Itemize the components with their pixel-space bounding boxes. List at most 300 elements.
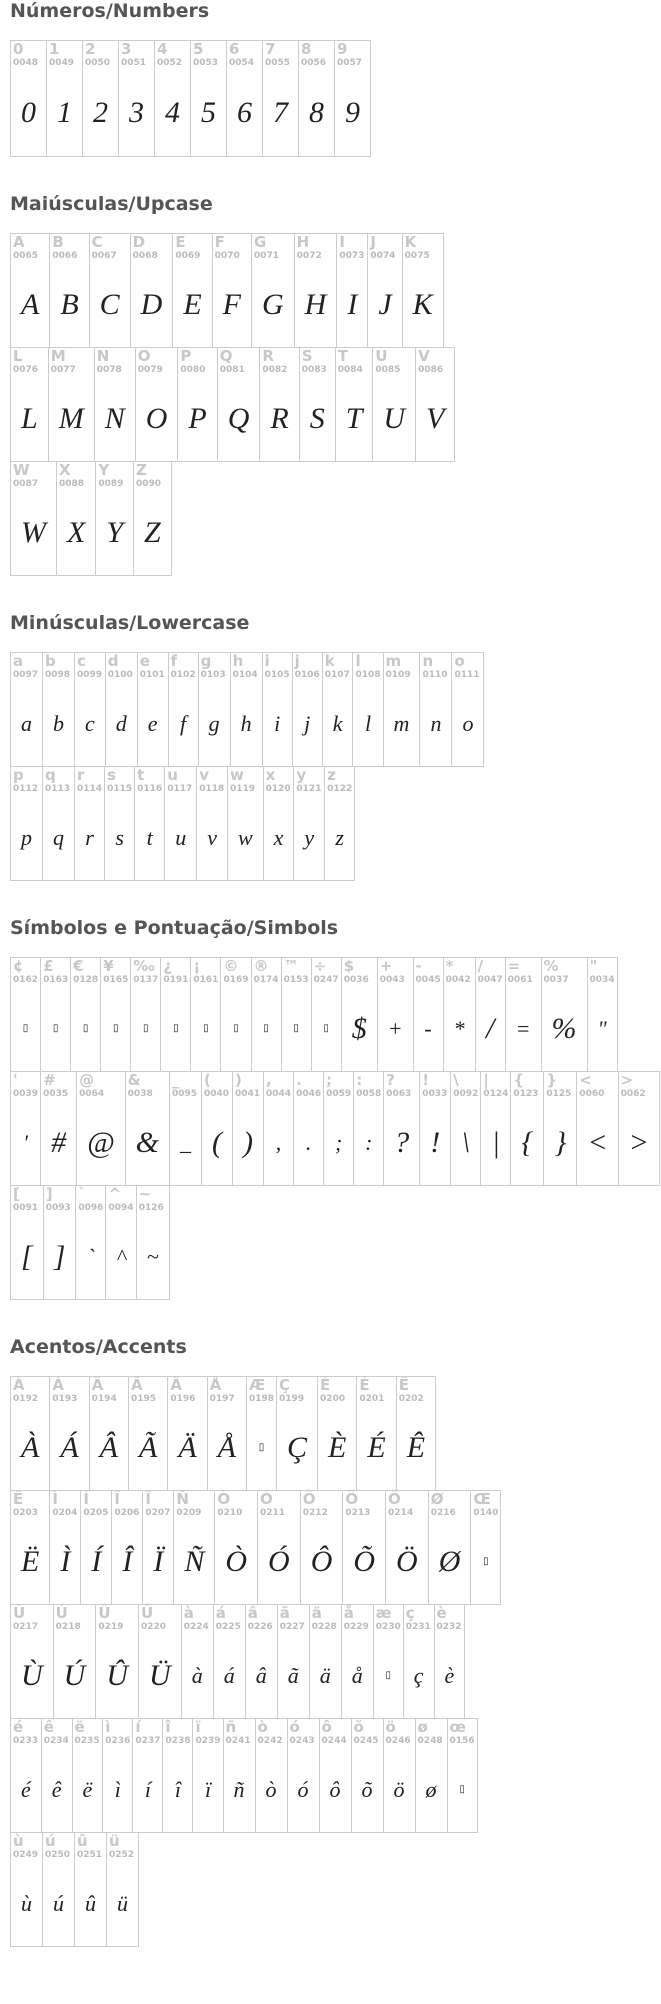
glyph-cell xyxy=(138,1604,182,1719)
char-code: 0234 xyxy=(43,1736,69,1746)
glyph-preview: G xyxy=(262,287,284,321)
char-code: 0097 xyxy=(13,670,39,680)
glyph-preview: Ç xyxy=(287,1430,308,1464)
glyph-cell xyxy=(76,1071,126,1186)
char-code: 0066 xyxy=(52,251,78,261)
char-label: v xyxy=(199,766,209,784)
glyph-preview: ô xyxy=(329,1776,341,1802)
glyph-preview: é xyxy=(21,1776,31,1802)
char-label: J xyxy=(370,233,376,251)
char-code: 0075 xyxy=(404,251,430,261)
char-label: - xyxy=(415,957,422,975)
glyph-cell xyxy=(43,1185,77,1300)
glyph-preview: 2 xyxy=(93,95,108,129)
char-label: Q xyxy=(219,347,233,365)
glyph-cell xyxy=(154,40,191,157)
char-code: 0192 xyxy=(13,1394,39,1404)
char-label: ) xyxy=(235,1071,242,1089)
glyph-preview: m xyxy=(393,710,410,736)
glyph-cell xyxy=(133,461,172,576)
char-label: , xyxy=(266,1071,272,1089)
glyph-preview: ü xyxy=(117,1890,128,1916)
char-code: 0050 xyxy=(85,58,111,68)
glyph-cell xyxy=(10,40,47,157)
char-code: 0094 xyxy=(108,1203,134,1213)
char-code: 0038 xyxy=(127,1089,153,1099)
glyph-preview: M xyxy=(58,401,84,435)
glyph-preview: h xyxy=(240,710,252,736)
glyph-cell xyxy=(618,1071,660,1186)
char-code: 0216 xyxy=(430,1508,456,1518)
char-code: 0078 xyxy=(96,365,122,375)
char-label: ® xyxy=(253,957,269,975)
char-label: Ù xyxy=(13,1604,26,1622)
char-label: 7 xyxy=(265,40,276,58)
char-code: 0049 xyxy=(49,58,75,68)
glyph-cell xyxy=(10,347,49,462)
missing-glyph-icon: ▯ xyxy=(293,1023,299,1034)
char-label: m xyxy=(385,652,402,670)
char-code: 0191 xyxy=(163,975,189,985)
char-label: ; xyxy=(326,1071,333,1089)
char-label: ( xyxy=(204,1071,211,1089)
glyph-cell xyxy=(324,766,355,881)
char-label: O xyxy=(137,347,151,365)
glyph-cell xyxy=(181,1604,214,1719)
glyph-preview: Ñ xyxy=(184,1544,205,1578)
glyph-cell xyxy=(160,957,191,1072)
char-code: 0212 xyxy=(302,1508,328,1518)
glyph-cell xyxy=(207,1376,247,1491)
charset-section xyxy=(0,612,661,881)
glyph-preview: , xyxy=(275,1129,282,1155)
glyph-preview: u xyxy=(175,824,187,850)
char-code: 0081 xyxy=(219,365,245,375)
glyph-cell xyxy=(443,957,476,1072)
glyph-cell xyxy=(42,766,75,881)
char-code: 0089 xyxy=(98,479,124,489)
char-code: 0217 xyxy=(13,1622,39,1632)
char-code: 0107 xyxy=(324,670,350,680)
glyph-preview: P xyxy=(188,401,207,435)
char-code: 0169 xyxy=(223,975,249,985)
glyph-preview: è xyxy=(444,1662,455,1688)
glyph-row xyxy=(10,1718,661,1833)
glyph-cell xyxy=(293,766,325,881)
char-code: 0054 xyxy=(229,58,255,68)
char-label: ü xyxy=(109,1832,120,1850)
char-code: 0059 xyxy=(326,1089,352,1099)
glyph-grid xyxy=(10,40,661,157)
char-code: 0048 xyxy=(13,58,39,68)
char-code: 0062 xyxy=(620,1089,646,1099)
char-code: 0080 xyxy=(180,365,206,375)
glyph-preview: . xyxy=(305,1129,312,1155)
glyph-cell xyxy=(130,233,174,348)
glyph-preview: p xyxy=(21,824,32,850)
char-label: u xyxy=(167,766,178,784)
glyph-cell xyxy=(95,1604,139,1719)
char-code: 0213 xyxy=(345,1508,371,1518)
glyph-cell xyxy=(319,1718,352,1833)
glyph-preview: w xyxy=(237,824,253,850)
char-code: 0198 xyxy=(248,1394,275,1404)
char-label: \ xyxy=(453,1071,459,1089)
char-label: < xyxy=(579,1071,592,1089)
char-code: 0202 xyxy=(398,1394,424,1404)
glyph-cell xyxy=(245,1604,278,1719)
glyph-preview: { xyxy=(521,1125,534,1159)
char-code: 0249 xyxy=(13,1850,39,1860)
char-code: 0112 xyxy=(13,784,39,794)
char-label: Â xyxy=(91,1376,104,1394)
glyph-preview: Q xyxy=(227,401,250,435)
glyph-preview: ø xyxy=(425,1776,437,1802)
glyph-preview: k xyxy=(332,710,343,736)
glyph-preview: c xyxy=(85,710,95,736)
glyph-preview: e xyxy=(147,710,158,736)
char-code: 0084 xyxy=(337,365,363,375)
char-label: % xyxy=(543,957,559,975)
glyph-cell xyxy=(10,1718,42,1833)
missing-glyph-icon: ▯ xyxy=(22,1023,29,1034)
char-label: R xyxy=(262,347,274,365)
char-code: 0121 xyxy=(296,784,322,794)
glyph-cell xyxy=(80,1490,112,1605)
glyph-cell xyxy=(10,1604,54,1719)
glyph-preview: ) xyxy=(243,1125,254,1159)
char-code: 0242 xyxy=(257,1736,283,1746)
glyph-cell xyxy=(42,1832,75,1947)
glyph-cell xyxy=(383,1718,416,1833)
char-code: 0072 xyxy=(296,251,322,261)
glyph-preview: ù xyxy=(21,1890,32,1916)
glyph-cell xyxy=(257,1490,301,1605)
glyph-row xyxy=(10,766,661,881)
missing-glyph-icon: ▯ xyxy=(52,1023,59,1034)
char-code: 0061 xyxy=(507,975,533,985)
glyph-preview: S xyxy=(309,401,325,435)
char-code: 0243 xyxy=(289,1736,315,1746)
glyph-preview: ç xyxy=(413,1662,424,1688)
char-label: 6 xyxy=(229,40,240,58)
missing-glyph-icon: ▯ xyxy=(459,1784,465,1795)
glyph-cell xyxy=(341,1604,374,1719)
glyph-preview: H xyxy=(304,287,327,321)
glyph-preview: l xyxy=(364,710,372,736)
glyph-preview: Ô xyxy=(310,1544,333,1578)
glyph-preview: 8 xyxy=(309,95,324,129)
char-code: 0039 xyxy=(13,1089,39,1099)
glyph-preview: Ã xyxy=(138,1430,158,1464)
char-label: L xyxy=(13,347,23,365)
glyph-preview: } xyxy=(554,1125,567,1159)
glyph-cell xyxy=(82,40,119,157)
char-label: Õ xyxy=(345,1490,359,1508)
glyph-cell xyxy=(72,1718,104,1833)
glyph-cell xyxy=(402,233,444,348)
glyph-cell xyxy=(263,766,295,881)
glyph-cell xyxy=(196,766,228,881)
glyph-preview: Y xyxy=(106,515,124,549)
glyph-row xyxy=(10,1071,661,1186)
char-label: D xyxy=(132,233,146,251)
glyph-preview: ë xyxy=(82,1776,93,1802)
glyph-cell xyxy=(74,1832,107,1947)
char-label: í xyxy=(135,1718,141,1736)
char-code: 0086 xyxy=(418,365,444,375)
char-label: Æ xyxy=(248,1376,266,1394)
glyph-cell xyxy=(451,652,484,767)
char-label: ¡ xyxy=(193,957,201,975)
glyph-preview: 7 xyxy=(273,95,288,129)
char-code: 0227 xyxy=(279,1622,305,1632)
char-label: X xyxy=(59,461,71,479)
glyph-cell xyxy=(10,766,43,881)
glyph-cell xyxy=(201,1071,233,1186)
char-code: 0245 xyxy=(353,1736,379,1746)
glyph-preview: | xyxy=(491,1125,500,1159)
glyph-preview: > xyxy=(628,1125,649,1159)
charset-section xyxy=(0,193,661,576)
char-code: 0205 xyxy=(83,1508,109,1518)
char-label: j xyxy=(294,652,300,670)
glyph-preview: õ xyxy=(361,1776,373,1802)
glyph-cell xyxy=(470,1490,501,1605)
char-code: 0204 xyxy=(52,1508,78,1518)
char-code: 0153 xyxy=(283,975,309,985)
glyph-cell xyxy=(42,652,75,767)
char-code: 0225 xyxy=(215,1622,241,1632)
glyph-cell xyxy=(276,1376,318,1491)
glyph-preview: Ø xyxy=(438,1544,461,1578)
glyph-cell xyxy=(255,1718,288,1833)
char-label: 5 xyxy=(193,40,204,58)
missing-glyph-icon: ▯ xyxy=(385,1670,391,1681)
glyph-cell xyxy=(415,347,455,462)
char-label: W xyxy=(13,461,30,479)
glyph-cell xyxy=(10,652,43,767)
charset-section xyxy=(0,917,661,1300)
char-label: Œ xyxy=(473,1490,491,1508)
glyph-cell xyxy=(419,1071,451,1186)
char-code: 0079 xyxy=(137,365,163,375)
char-label: d xyxy=(107,652,119,670)
char-code: 0111 xyxy=(454,670,480,680)
char-code: 0165 xyxy=(103,975,129,985)
glyph-preview: â xyxy=(255,1662,267,1688)
glyph-grid xyxy=(10,1376,661,1947)
glyph-cell xyxy=(262,652,293,767)
glyph-preview: Ù xyxy=(21,1658,43,1692)
char-code: 0220 xyxy=(141,1622,167,1632)
glyph-cell xyxy=(372,347,416,462)
char-code: 0101 xyxy=(139,670,165,680)
glyph-preview: X xyxy=(67,515,86,549)
glyph-preview: O xyxy=(145,401,168,435)
char-code: 0073 xyxy=(339,251,365,261)
glyph-cell xyxy=(53,1604,97,1719)
glyph-preview: < xyxy=(587,1125,608,1159)
glyph-cell xyxy=(213,1604,246,1719)
glyph-cell xyxy=(262,40,299,157)
char-label: & xyxy=(127,1071,141,1089)
section-title: Maiúsculas/Upcase xyxy=(10,193,213,215)
char-label: U xyxy=(375,347,388,365)
glyph-preview: \ xyxy=(461,1125,470,1159)
glyph-cell xyxy=(251,957,282,1072)
char-label: á xyxy=(215,1604,226,1622)
glyph-cell xyxy=(173,1490,215,1605)
glyph-cell xyxy=(311,957,342,1072)
glyph-cell xyxy=(403,1604,435,1719)
glyph-cell xyxy=(259,347,299,462)
glyph-preview: Õ xyxy=(353,1544,376,1578)
glyph-cell xyxy=(277,1604,310,1719)
glyph-cell xyxy=(246,1376,277,1491)
glyph-cell xyxy=(300,1490,344,1605)
glyph-cell xyxy=(172,233,212,348)
char-label: T xyxy=(337,347,348,365)
glyph-cell xyxy=(192,1718,223,1833)
char-label: Ï xyxy=(145,1490,151,1508)
char-code: 0231 xyxy=(405,1622,431,1632)
char-label: ] xyxy=(45,1185,53,1203)
glyph-row xyxy=(10,1185,661,1300)
glyph-preview: à xyxy=(191,1662,203,1688)
char-code: 0046 xyxy=(296,1089,322,1099)
char-code: 0114 xyxy=(77,784,103,794)
glyph-cell xyxy=(10,1832,43,1947)
char-code: 0126 xyxy=(138,1203,164,1213)
char-label: q xyxy=(45,766,56,784)
glyph-cell xyxy=(125,1071,170,1186)
char-code: 0068 xyxy=(132,251,158,261)
char-label: Ó xyxy=(260,1490,273,1508)
char-label: ì xyxy=(105,1718,111,1736)
char-code: 0108 xyxy=(355,670,381,680)
char-label: h xyxy=(232,652,244,670)
glyph-preview: I xyxy=(347,287,358,321)
glyph-preview: Ö xyxy=(396,1544,418,1578)
char-code: 0067 xyxy=(91,251,117,261)
char-label: Í xyxy=(83,1490,89,1508)
glyph-preview: & xyxy=(135,1125,160,1159)
char-label: w xyxy=(229,766,244,784)
char-label: ø xyxy=(417,1718,428,1736)
char-label: ú xyxy=(45,1832,56,1850)
char-code: 0119 xyxy=(229,784,256,794)
char-label: £ xyxy=(43,957,54,975)
char-code: 0036 xyxy=(343,975,369,985)
char-label: ™ xyxy=(283,957,299,975)
char-code: 0128 xyxy=(73,975,99,985)
char-code: 0120 xyxy=(265,784,291,794)
char-label: ~ xyxy=(138,1185,152,1203)
glyph-grid xyxy=(10,957,661,1300)
char-code: 0230 xyxy=(375,1622,401,1632)
char-code: 0091 xyxy=(13,1203,39,1213)
glyph-cell xyxy=(356,1376,396,1491)
glyph-cell xyxy=(132,1718,163,1833)
glyph-preview: ó xyxy=(297,1776,309,1802)
glyph-cell xyxy=(49,233,89,348)
char-code: 0090 xyxy=(136,479,162,489)
glyph-cell xyxy=(396,1376,436,1491)
glyph-cell xyxy=(89,233,131,348)
char-label: û xyxy=(77,1832,88,1850)
glyph-cell xyxy=(190,957,221,1072)
missing-glyph-icon: ▯ xyxy=(233,1023,239,1034)
glyph-preview: ú xyxy=(53,1890,64,1916)
glyph-preview: ê xyxy=(51,1776,62,1802)
char-code: 0219 xyxy=(98,1622,124,1632)
missing-glyph-icon: ▯ xyxy=(263,1023,269,1034)
char-code: 0162 xyxy=(13,975,39,985)
char-code: 0056 xyxy=(301,58,327,68)
char-code: 0241 xyxy=(225,1736,251,1746)
glyph-cell xyxy=(105,1185,136,1300)
glyph-cell xyxy=(298,40,335,157)
glyph-cell xyxy=(118,40,155,157)
char-code: 0252 xyxy=(109,1850,135,1860)
char-code: 0069 xyxy=(175,251,201,261)
char-code: 0093 xyxy=(45,1203,71,1213)
char-label: i xyxy=(264,652,270,670)
glyph-cell xyxy=(128,1376,168,1491)
glyph-cell xyxy=(419,652,452,767)
glyph-cell xyxy=(587,957,618,1072)
char-label: A xyxy=(13,233,25,251)
char-code: 0218 xyxy=(55,1622,81,1632)
glyph-preview: x xyxy=(273,824,284,850)
char-code: 0237 xyxy=(135,1736,161,1746)
char-label: r xyxy=(77,766,85,784)
char-code: 0123 xyxy=(513,1089,539,1099)
char-code: 0232 xyxy=(436,1622,462,1632)
char-label: Ò xyxy=(217,1490,231,1508)
char-code: 0124 xyxy=(483,1089,509,1099)
char-label: F xyxy=(214,233,225,251)
char-label: 4 xyxy=(157,40,168,58)
char-label: t xyxy=(137,766,145,784)
glyph-cell xyxy=(352,652,383,767)
glyph-cell xyxy=(105,652,138,767)
char-label: ó xyxy=(289,1718,300,1736)
char-label: Ç xyxy=(279,1376,291,1394)
glyph-preview: : xyxy=(365,1129,373,1155)
char-label: Ú xyxy=(55,1604,68,1622)
char-code: 0104 xyxy=(232,670,258,680)
glyph-cell xyxy=(383,1071,420,1186)
glyph-cell xyxy=(505,957,542,1072)
char-label: 8 xyxy=(301,40,312,58)
glyph-preview: Ü xyxy=(149,1658,171,1692)
glyph-preview: ( xyxy=(212,1125,223,1159)
glyph-cell xyxy=(48,347,95,462)
char-code: 0041 xyxy=(235,1089,261,1099)
char-label: ¿ xyxy=(163,957,173,975)
char-code: 0118 xyxy=(199,784,225,794)
char-label: Å xyxy=(209,1376,222,1394)
char-label: î xyxy=(165,1718,171,1736)
glyph-row xyxy=(10,40,661,157)
char-label: | xyxy=(483,1071,489,1089)
glyph-preview: / xyxy=(485,1011,495,1045)
glyph-cell xyxy=(377,957,414,1072)
glyph-row xyxy=(10,957,661,1072)
glyph-preview: q xyxy=(53,824,64,850)
